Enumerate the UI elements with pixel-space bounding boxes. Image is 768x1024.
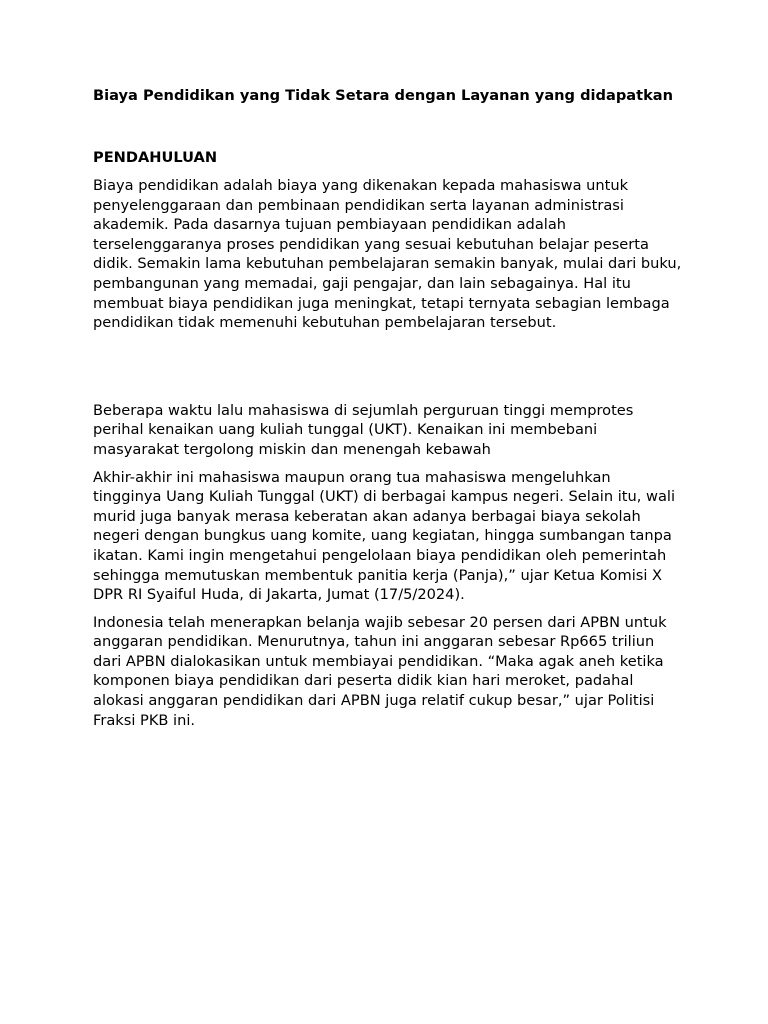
section-heading: PENDAHULUAN bbox=[93, 149, 218, 166]
document-title: Biaya Pendidikan yang Tidak Setara dengan Layanan yang didapatkan bbox=[93, 87, 674, 104]
document-body bbox=[93, 86, 683, 738]
paragraph-intro: Biaya pendidikan adalah biaya yang dikenakan kepada mahasiswa untuk penyelenggaraan dan pembinaan pendidikan serta layanan administrasi akademik. Pada dasarnya tujuan pembiayaan pendidikan adalah terselenggaranya proses pendidikan yang sesuai kebutuhan belajar peserta didik. Semakin lama kebutuhan pembelajaran semakin banyak, mulai dari buku, pembangunan yang memadai, gaji pengajar, dan lain sebagainya. Hal itu membuat biaya pendidikan juga meningkat, tetapi ternyata sebagian lembaga pendidikan tidak memenuhi kebutuhan pembelajaran tersebut. bbox=[93, 177, 682, 332]
paragraph-apbn-budget: Indonesia telah menerapkan belanja wajib sebesar 20 persen dari APBN untuk anggaran pendidikan. Menurutnya, tahun ini anggaran sebesar Rp665 triliun dari APBN dialokasikan untuk membiayai pendidikan. “Maka agak aneh ketika komponen biaya pendidikan dari peserta didik kian hari meroket, padahal alokasi anggaran pendidikan dari APBN juga relatif cukup besar,” ujar Politisi Fraksi PKB ini. bbox=[93, 613, 667, 729]
paragraph-ukt-protest: Beberapa waktu lalu mahasiswa di sejumlah perguruan tinggi memprotes perihal kenaikan uang kuliah tunggal (UKT). Kenaikan ini membebani masyarakat tergolong miskin dan menengah kebawah bbox=[93, 401, 634, 458]
paragraph-ukt-complaints: Akhir-akhir ini mahasiswa maupun orang tua mahasiswa mengeluhkan tingginya Uang Kuliah Tunggal (UKT) di berbagai kampus negeri. Selain itu, wali murid juga banyak merasa keberatan akan adanya berbagai biaya sekolah negeri dengan bungkus uang komite, uang kegiatan, hingga sumbangan tanpa ikatan. Kami ingin mengetahui pengelolaan biaya pendidikan oleh pemerintah sehingga memutuskan membentuk panitia kerja (Panja),” ujar Ketua Komisi X DPR RI Syaiful Huda, di Jakarta, Jumat (17/5/2024). bbox=[93, 468, 675, 604]
